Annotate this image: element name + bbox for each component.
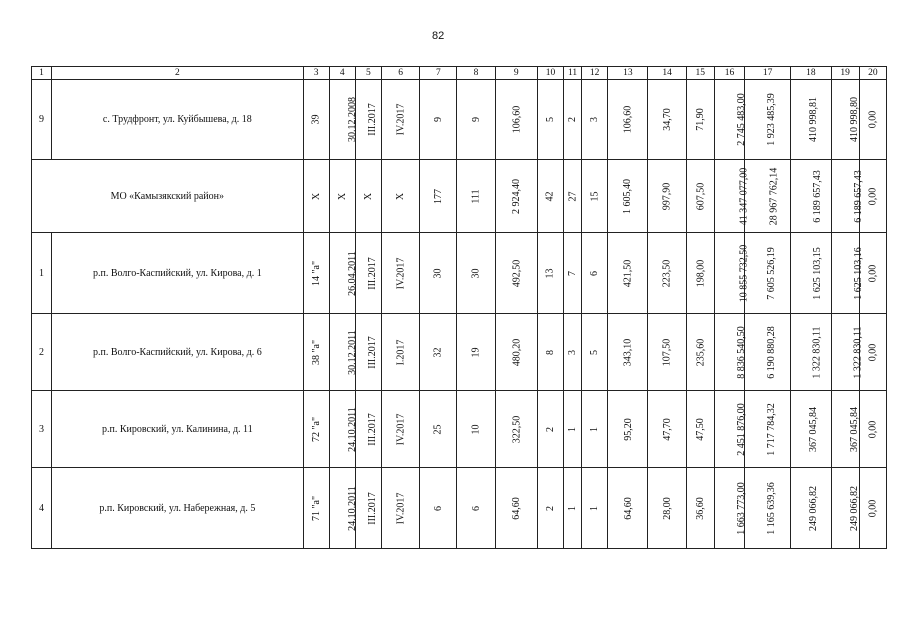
table-cell: 36,60 — [694, 496, 706, 520]
col-header: 13 — [608, 67, 648, 80]
table-cell: 6 — [589, 270, 601, 276]
table-cell: 10 — [470, 424, 482, 434]
table-cell: 410 998,81 — [808, 97, 820, 142]
table-cell: Х — [362, 192, 374, 200]
table-cell: 32 — [432, 347, 444, 357]
table-cell: 39 — [310, 114, 322, 125]
table-cell: 223,50 — [661, 259, 673, 287]
table-cell: 5 — [544, 117, 556, 122]
table-cell: 71 "а" — [310, 495, 322, 521]
table-cell: 249 066,82 — [848, 485, 860, 531]
table-cell: 71,90 — [694, 108, 706, 131]
table-cell: 27 — [567, 191, 579, 201]
col-header: 15 — [686, 67, 714, 80]
table-cell: 64,60 — [622, 496, 634, 520]
table-cell: 6 190 880,28 — [765, 325, 777, 379]
table-cell: 2 — [544, 426, 556, 432]
table-cell: 0,00 — [867, 499, 879, 517]
col-header: 11 — [564, 67, 582, 80]
table-row — [32, 468, 887, 549]
table-cell: 30.12.2011 — [346, 329, 358, 375]
table-cell: 1 663 773,00 — [735, 481, 747, 535]
table-cell: 30 — [432, 268, 444, 278]
table-cell: 19 — [470, 347, 482, 357]
col-header: 9 — [495, 67, 537, 80]
table-cell: 42 — [544, 191, 556, 201]
table-cell: 0,00 — [867, 420, 879, 438]
table-cell: 3 — [567, 349, 579, 355]
table-cell: 235,60 — [694, 338, 706, 366]
table-cell: 1 165 639,36 — [765, 481, 777, 535]
table-cell: 0,00 — [867, 343, 879, 361]
district-summary-row — [32, 160, 887, 233]
table-cell: 72 "а" — [310, 416, 322, 442]
address-cell: р.п. Волго-Каспийский, ул. Кирова, д. 6 — [52, 314, 303, 391]
table-cell: 107,50 — [661, 338, 673, 366]
table-cell: IV.2017 — [395, 492, 407, 524]
page-number: 82 — [432, 30, 445, 42]
col-header: 17 — [745, 67, 791, 80]
table-cell: 26.04.2011 — [346, 250, 358, 296]
col-header: 2 — [52, 67, 303, 80]
table-cell: 997,90 — [661, 182, 673, 210]
row-number: 4 — [32, 468, 52, 549]
table-cell: 25 — [432, 424, 444, 434]
table-cell: 7 — [567, 270, 579, 276]
table-cell: 1 923 485,39 — [765, 93, 777, 146]
table-cell: 5 — [589, 349, 601, 355]
table-cell: Х — [395, 192, 407, 200]
table-cell: 2 451 876,00 — [735, 402, 747, 456]
table-cell: 177 — [432, 188, 444, 204]
table-cell: 607,50 — [694, 182, 706, 210]
table-cell: IV.2017 — [395, 413, 407, 445]
table-cell: 10 855 732,50 — [738, 244, 750, 302]
table-cell: 6 189 657,43 — [852, 169, 864, 223]
table-cell: 2 — [544, 505, 556, 511]
table-cell: III.2017 — [366, 256, 378, 290]
table-row — [32, 233, 887, 314]
table-cell: 2 924,40 — [510, 178, 522, 214]
row-number: 9 — [32, 80, 52, 160]
table-cell: 47,50 — [694, 417, 706, 441]
table-cell: 34,70 — [661, 108, 673, 131]
table-cell: 1 717 784,32 — [765, 402, 777, 456]
table-cell: 1 322 830,11 — [811, 325, 823, 379]
table-cell: 0,00 — [867, 187, 879, 205]
table-cell: 2 745 483,00 — [735, 93, 747, 146]
table-cell: 38 "а" — [310, 339, 322, 365]
table-cell: 41 347 077,00 — [738, 167, 750, 225]
col-header: 5 — [355, 67, 381, 80]
table-cell: 6 — [470, 505, 482, 511]
table-cell: 8 836 540,50 — [735, 325, 747, 379]
table-cell: 1 — [589, 426, 601, 432]
col-header: 1 — [32, 67, 52, 80]
table-cell: 410 998,80 — [848, 97, 860, 142]
table-cell: 249 066,82 — [808, 485, 820, 531]
table-cell: I.2017 — [395, 339, 407, 365]
table-cell: 47,70 — [661, 417, 673, 441]
table-cell: 421,50 — [622, 259, 634, 287]
table-cell: 24.10.2011 — [346, 406, 358, 452]
table-cell: 6 — [432, 505, 444, 511]
table-cell: 198,00 — [694, 259, 706, 287]
table-cell: III.2017 — [366, 412, 378, 446]
table-cell: 3 — [589, 117, 601, 122]
table-cell: 6 189 657,43 — [812, 169, 824, 223]
table-cell: 1 605,40 — [622, 178, 634, 214]
district-name: МО «Камызякский район» — [32, 160, 304, 233]
table-cell: 1 625 103,16 — [852, 246, 864, 300]
table-cell: 13 — [544, 268, 556, 278]
table-cell: 9 — [432, 117, 444, 122]
table-cell: III.2017 — [366, 103, 378, 136]
col-header: 10 — [537, 67, 563, 80]
table-cell: 1 — [567, 426, 579, 432]
table-cell: 9 — [470, 117, 482, 122]
table-cell: 1 625 103,15 — [812, 246, 824, 300]
address-cell: р.п. Волго-Каспийский, ул. Кирова, д. 1 — [52, 233, 303, 314]
table-cell: 2 — [567, 117, 579, 122]
col-header: 14 — [648, 67, 686, 80]
table-cell: 492,50 — [510, 259, 522, 287]
col-header: 18 — [791, 67, 831, 80]
col-header: 7 — [420, 67, 457, 80]
table-cell: 30.12.2008 — [346, 97, 358, 142]
table-cell: 14 "а" — [310, 260, 322, 286]
table-cell: 8 — [544, 349, 556, 355]
column-number-header — [32, 67, 887, 80]
address-cell: с. Трудфронт, ул. Куйбышева, д. 18 — [52, 80, 303, 160]
col-header: 4 — [329, 67, 355, 80]
table-cell: 111 — [470, 188, 482, 204]
table-cell: 106,60 — [622, 105, 634, 134]
table-cell: 15 — [589, 191, 601, 201]
col-header: 20 — [859, 67, 886, 80]
table-cell: 64,60 — [510, 496, 522, 520]
table-row — [32, 314, 887, 391]
table-cell: 1 322 830,11 — [852, 325, 864, 379]
table-cell: Х — [336, 192, 348, 200]
table-cell: 322,50 — [510, 415, 522, 443]
address-cell: р.п. Кировский, ул. Калинина, д. 11 — [52, 391, 303, 468]
col-header: 19 — [831, 67, 859, 80]
table-cell: 1 — [567, 505, 579, 511]
table-cell: III.2017 — [366, 491, 378, 525]
table-cell: 480,20 — [510, 338, 522, 366]
address-cell: р.п. Кировский, ул. Набережная, д. 5 — [52, 468, 303, 549]
table-cell: III.2017 — [366, 335, 378, 369]
table-cell: IV.2017 — [395, 257, 407, 289]
table-cell: 30 — [470, 268, 482, 278]
table-cell: 0,00 — [867, 110, 879, 129]
col-header: 12 — [582, 67, 608, 80]
table-cell: 1 — [589, 505, 601, 511]
col-header: 8 — [457, 67, 495, 80]
col-header: 16 — [714, 67, 744, 80]
table-cell: 95,20 — [622, 417, 634, 441]
table-cell: 106,60 — [510, 105, 522, 134]
row-number: 3 — [32, 391, 52, 468]
table-cell: 0,00 — [867, 264, 879, 282]
table-cell: 367 045,84 — [808, 406, 820, 452]
table-row — [32, 391, 887, 468]
row-number: 2 — [32, 314, 52, 391]
table-cell: 28 967 762,14 — [768, 167, 780, 225]
table-cell: IV.2017 — [395, 103, 407, 136]
table-cell: Х — [310, 192, 322, 200]
register-table — [31, 66, 887, 549]
table-cell: 28,00 — [661, 496, 673, 520]
table-cell: 7 605 526,19 — [765, 246, 777, 300]
table-cell: 343,10 — [622, 338, 634, 366]
col-header: 3 — [303, 67, 329, 80]
table-cell: 24.10.2011 — [346, 485, 358, 531]
col-header: 6 — [382, 67, 420, 80]
table-row — [32, 80, 887, 160]
row-number: 1 — [32, 233, 52, 314]
table-cell: 367 045,84 — [848, 406, 860, 452]
